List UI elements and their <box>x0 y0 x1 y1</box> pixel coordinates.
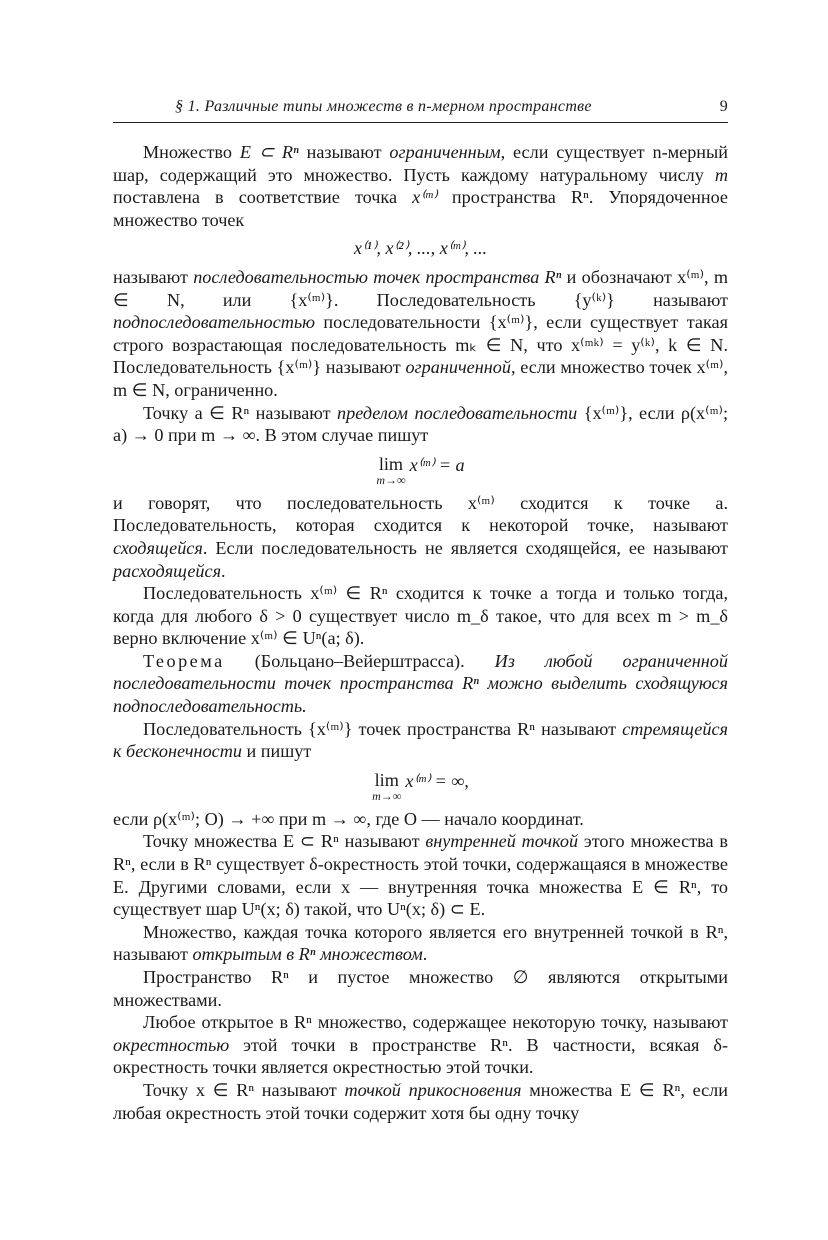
term-convergent: сходящейся <box>113 537 203 558</box>
term-bounded-sequence: ограниченной <box>405 357 511 378</box>
term-subsequence: подпоследовательностью <box>113 312 315 333</box>
term-divergent: расходящейся <box>113 560 222 581</box>
paragraph-contact-point: Точку x ∈ Rⁿ называют точкой прикосновения множества E ∈ Rⁿ, если любая окрестность этой точки содержит хотя бы одну точку <box>113 1079 728 1123</box>
term-bounded: ограниченным <box>389 142 501 162</box>
body-text <box>113 141 728 1124</box>
page-number: 9 <box>719 98 728 115</box>
paragraph-theorem: Теорема (Больцано–Вейерштрасса). Из любой ограниченной последовательности точек пространства Rⁿ можно выделить сходящуюся подпоследовательность. <box>113 650 728 717</box>
section-title: § 1. Различные типы множеств в n-мерном пространстве <box>175 98 592 115</box>
term-interior-point: внутренней точкой <box>425 831 579 852</box>
term-limit: пределом последовательности <box>337 402 578 423</box>
paragraph-criterion: Последовательность x⁽ᵐ⁾ ∈ Rⁿ сходится к точке a тогда и только тогда, когда для любого δ > 0 существует число m_δ такое, что для всех m > m_δ верно включение x⁽ᵐ⁾ ∈ Uⁿ(a; δ). <box>113 583 728 649</box>
theorem-label: Теорема <box>143 650 225 671</box>
paragraph-open-set: Множество, каждая точка которого является его внутренней точкой в Rⁿ, называют открытым в Rⁿ множеством. <box>113 921 728 965</box>
paragraph-infinity: Последовательность {x⁽ᵐ⁾} точек пространства Rⁿ называют стремящейся к бесконечности и пишут <box>113 718 728 762</box>
term-open-set: открытым в Rⁿ множеством <box>192 944 423 965</box>
paragraph-limit: Точку a ∈ Rⁿ называют пределом последовательности {x⁽ᵐ⁾}, если ρ(x⁽ᵐ⁾; a) → 0 при m → ∞. В этом случае пишут <box>113 402 729 446</box>
paragraph-neighborhood: Любое открытое в Rⁿ множество, содержащее некоторую точку, называют окрестностью этой точки в пространстве Rⁿ. В частности, всякая δ-окрестность точки является окрестностью этой точки. <box>113 1012 728 1078</box>
paragraph-origin: если ρ(x⁽ᵐ⁾; O) → +∞ при m → ∞, где O — начало координат. <box>113 808 584 829</box>
paragraph-sequence: называют последовательностью точек пространства Rⁿ и обозначают x⁽ᵐ⁾, m ∈ N, или {x⁽ᵐ⁾}. Последовательность {y⁽ᵏ⁾} называют подпоследовательностью последовательности {x⁽ᵐ⁾}, если существует такая строго возрастающая последовательность mₖ ∈ N, что x⁽ᵐᵏ⁾ = y⁽ᵏ⁾, k ∈ N. Последовательность {x⁽ᵐ⁾} называют ограниченной, если множество точек x⁽ᵐ⁾, m ∈ N, ограниченно. <box>113 266 728 400</box>
paragraph-bounded-set: Множество E ⊂ Rⁿ называют ограниченным, если существует n-мерный шар, содержащий это множество. Пусть каждому натуральному числу m поставлена в соответствие точка x⁽ᵐ⁾ пространства Rⁿ. Упорядоченное множество точек <box>113 142 728 230</box>
running-header <box>113 98 728 123</box>
formula-limit-a: lim m→∞ x⁽ᵐ⁾ = a <box>376 453 465 487</box>
term-contact-point: точкой прикосновения <box>344 1079 522 1100</box>
formula-sequence: x⁽¹⁾, x⁽²⁾, ..., x⁽ᵐ⁾, ... <box>353 238 488 259</box>
paragraph-interior-point: Точку множества E ⊂ Rⁿ называют внутренней точкой этого множества в Rⁿ, если в Rⁿ существует δ-окрестность этой точки, содержащаяся в множестве E. Другими словами, если x — внутренняя точка множества E ∈ Rⁿ, то существует шар Uⁿ(x; δ) такой, что Uⁿ(x; δ) ⊂ E. <box>113 831 728 920</box>
paragraph-convergent: и говорят, что последовательность x⁽ᵐ⁾ сходится к точке a. Последовательность, которая сходится к некоторой точке, называют сходящейся. Если последовательность не является сходящейся, ее называют расходящейся. <box>113 492 728 581</box>
term-neighborhood: окрестностью <box>113 1034 230 1055</box>
term-tends-to-infinity: стремящейся к бесконечности <box>113 718 728 762</box>
theorem-statement: Из любой ограниченной последовательности точек пространства Rⁿ можно выделить сходящуюся подпоследовательность. <box>113 650 728 717</box>
formula-limit-infinity: lim m→∞ x⁽ᵐ⁾ = ∞, <box>372 769 469 803</box>
paragraph-open-sets-examples: Пространство Rⁿ и пустое множество ∅ являются открытыми множествами. <box>113 967 728 1010</box>
term-sequence: последовательностью точек пространства Rⁿ <box>193 266 562 287</box>
